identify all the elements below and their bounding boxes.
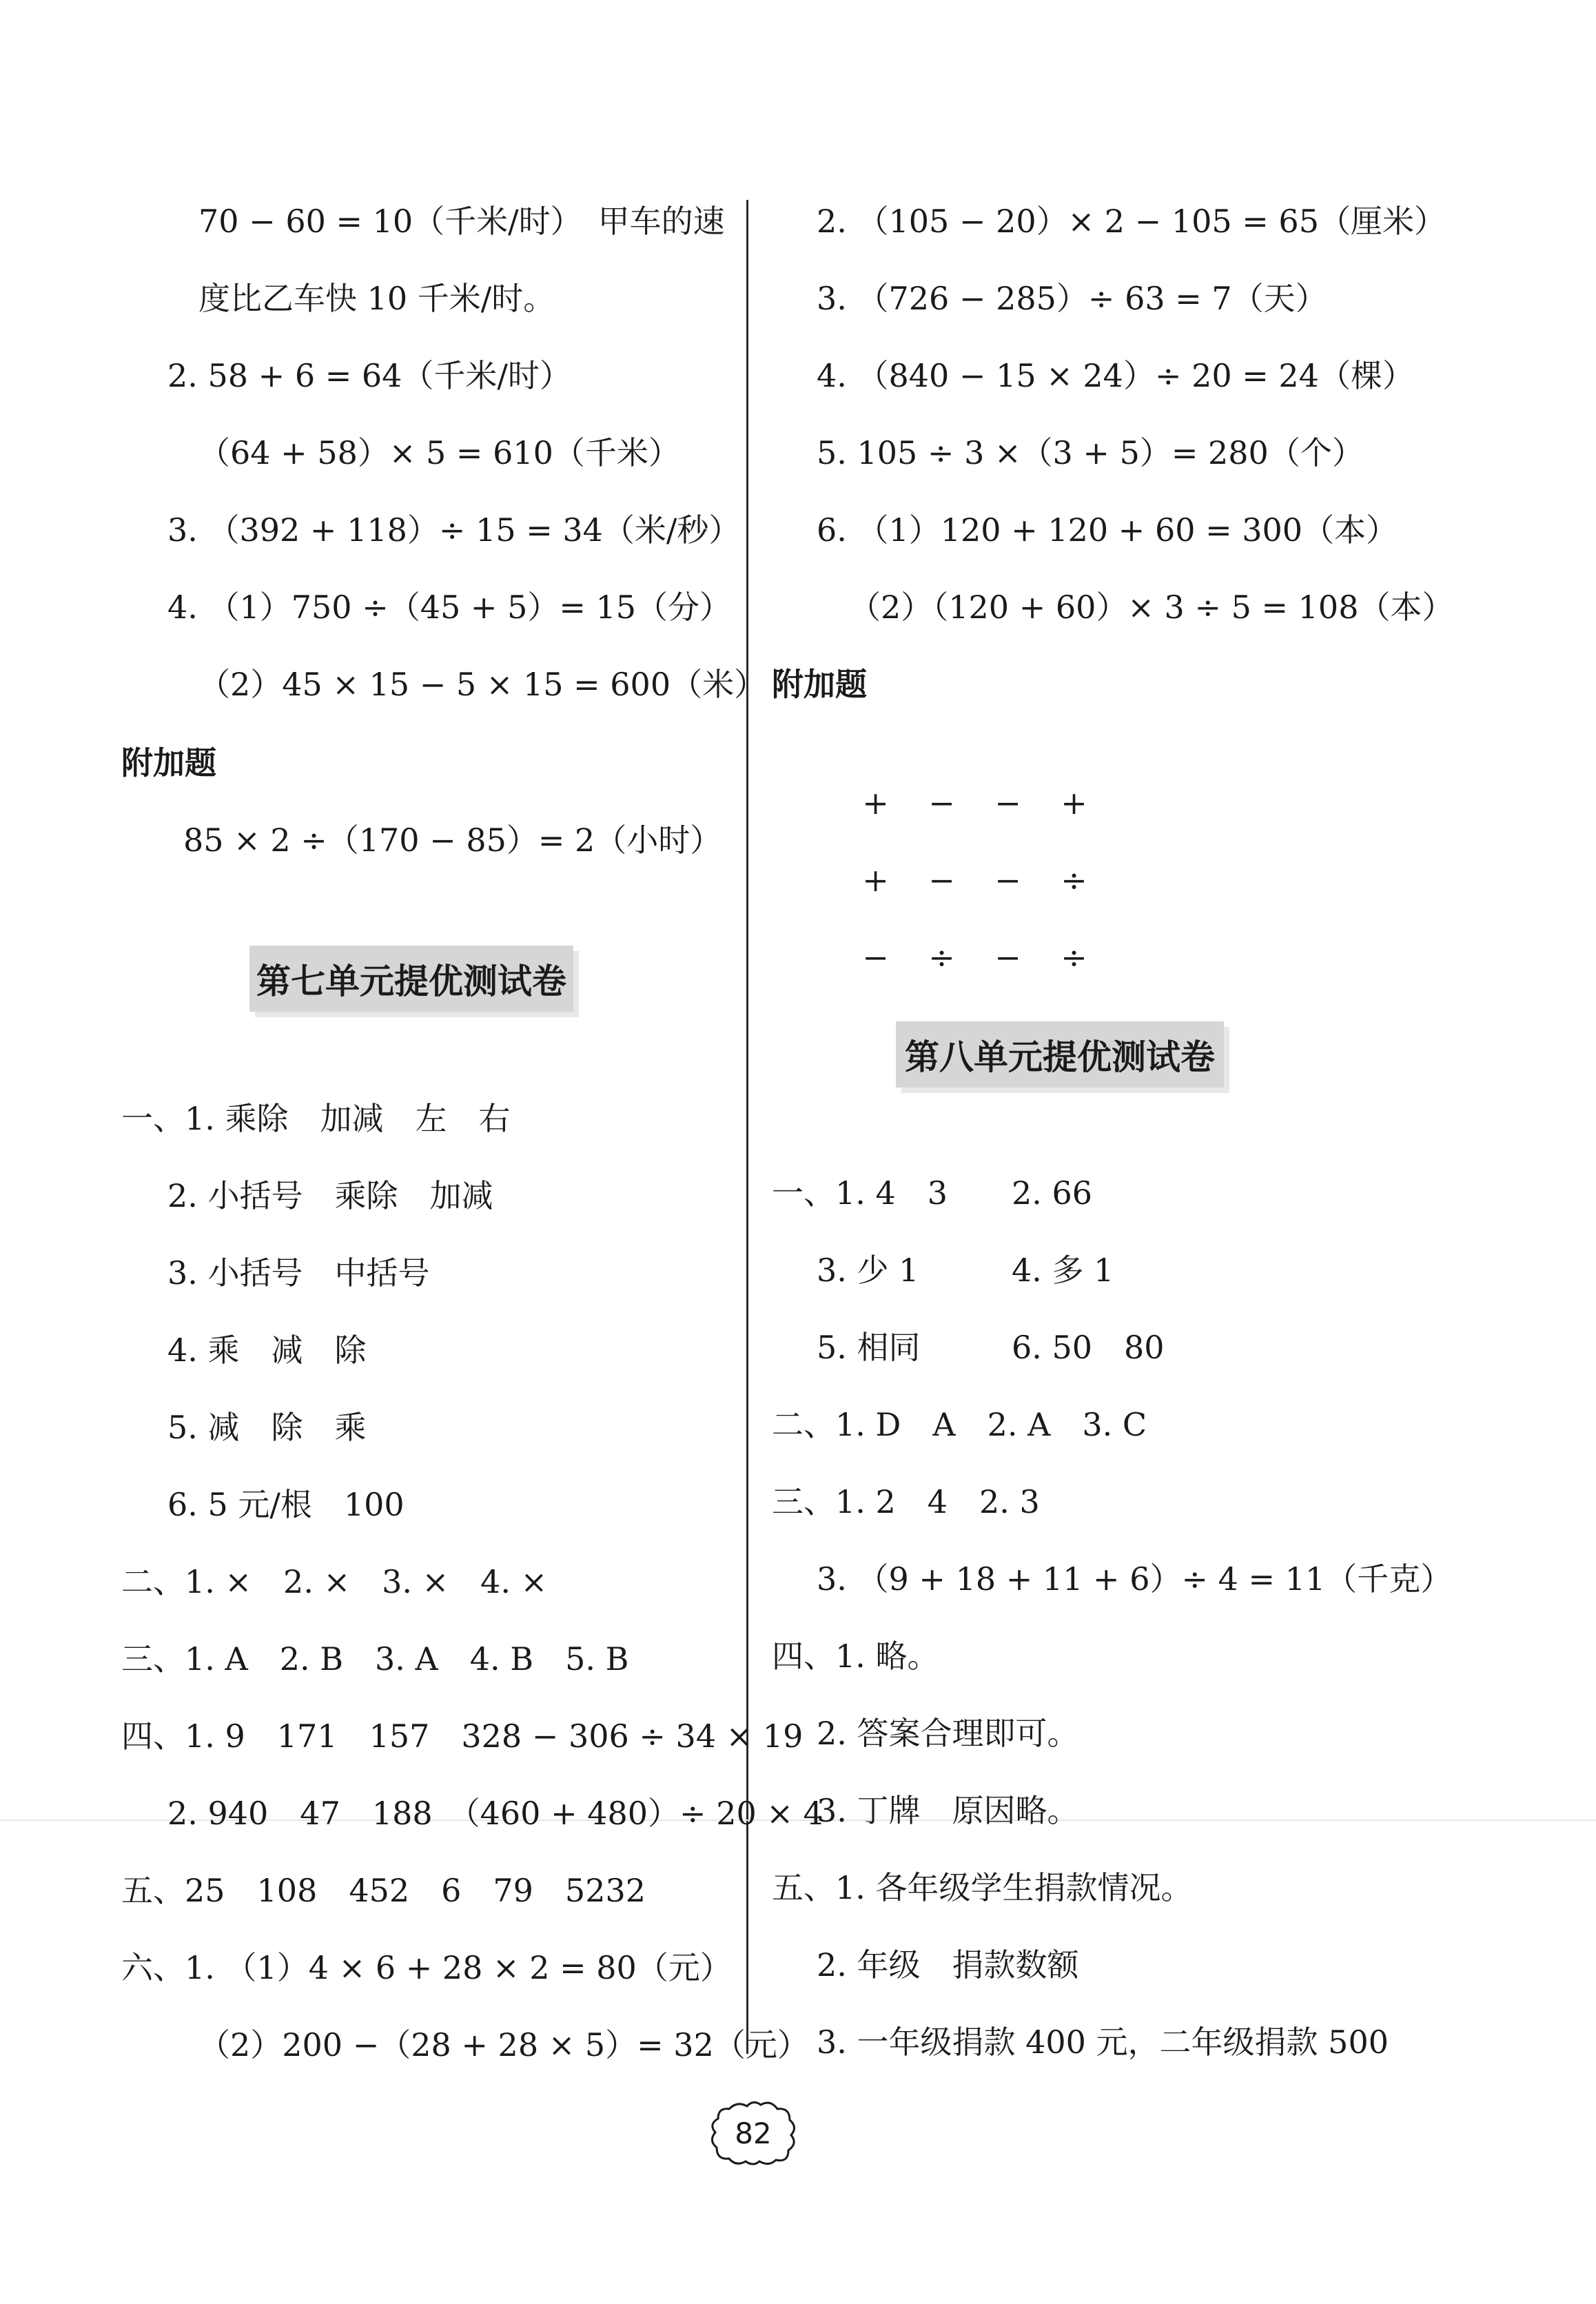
answer-line: 3. （392 + 118）÷ 15 = 34（米/秒） <box>167 511 741 549</box>
answer-line: 3. （9 + 18 + 11 + 6）÷ 4 = 11（千克） <box>817 1560 1453 1598</box>
answer-line: 4. （840 − 15 × 24）÷ 20 = 24（棵） <box>817 357 1414 394</box>
answer-line: 四、1. 略。 <box>772 1638 939 1675</box>
op-symbol: ÷ <box>1061 862 1087 899</box>
page-number-badge <box>708 2099 798 2167</box>
answer-line: 二、1. × 2. × 3. × 4. × <box>121 1563 548 1600</box>
answer-line: 2. 940 47 188 （460 + 480）÷ 20 × 4 <box>167 1795 823 1832</box>
answer-line: （2）45 × 15 − 5 × 15 = 600（米） <box>198 666 766 703</box>
bonus-ops-row <box>842 901 1127 976</box>
answer-line: 三、1. A 2. B 3. A 4. B 5. B <box>121 1640 629 1678</box>
op-symbol: − <box>994 862 1021 899</box>
answer-line: 二、1. D A 2. A 3. C <box>772 1406 1147 1443</box>
op-symbol: − <box>928 784 955 822</box>
op-symbol: ÷ <box>1061 939 1087 976</box>
answer-line: 2. 66 <box>1012 1174 1093 1212</box>
answer-line: 6. 5 元/根 100 <box>167 1486 405 1523</box>
page-number: 82 <box>735 2116 772 2150</box>
op-symbol: ÷ <box>928 939 955 976</box>
answer-line: 2. 年级 捐款数额 <box>817 1946 1079 1984</box>
answer-line: 2. 58 + 6 = 64（千米/时） <box>167 357 571 394</box>
answer-line: 4. 多 1 <box>1012 1252 1114 1289</box>
answer-line: 3. 一年级捐款 400 元，二年级捐款 500 <box>817 2023 1389 2061</box>
answer-line: 5. 减 除 乘 <box>167 1409 367 1446</box>
op-symbol: − <box>928 862 955 899</box>
answer-line: 5. 105 ÷ 3 ×（3 + 5）= 280（个） <box>817 434 1364 471</box>
answer-line: 2. （105 − 20）× 2 − 105 = 65（厘米） <box>817 203 1446 240</box>
answer-line: 2. 小括号 乘除 加减 <box>167 1177 493 1214</box>
answer-line: （2）（120 + 60）× 3 ÷ 5 = 108（本） <box>849 589 1454 626</box>
answer-line: 4. 乘 减 除 <box>167 1332 367 1369</box>
answer-line: （2）200 −（28 + 28 × 5）= 32（元） <box>198 2026 809 2063</box>
bonus-heading-right: 附加题 <box>772 666 867 703</box>
answer-line: 五、1. 各年级学生捐款情况。 <box>772 1869 1193 1906</box>
answer-line: 六、1. （1）4 × 6 + 28 × 2 = 80（元） <box>121 1949 732 1986</box>
answer-line: 四、1. 9 171 157 328 − 306 ÷ 34 × 19 <box>121 1717 804 1755</box>
op-symbol: − <box>994 939 1021 976</box>
answer-line: 5. 相同 <box>817 1329 921 1366</box>
op-symbol: − <box>862 939 889 976</box>
op-symbol: − <box>994 784 1021 822</box>
answer-line: 3. （726 − 285）÷ 63 = 7（天） <box>817 280 1327 317</box>
answer-line: 一、1. 4 3 <box>772 1174 948 1212</box>
answer-line: 五、25 108 452 6 79 5232 <box>121 1872 646 1909</box>
answer-line: （64 + 58）× 5 = 610（千米） <box>198 434 680 471</box>
answer-line: 度比乙车快 10 千米/时。 <box>198 280 555 317</box>
answer-line: 一、1. 乘除 加减 左 右 <box>121 1100 511 1137</box>
answer-line: 3. 丁牌 原因略。 <box>817 1792 1079 1829</box>
answer-line: 70 − 60 = 10（千米/时） 甲车的速 <box>198 203 725 240</box>
answer-line: 4. （1）750 ÷（45 + 5）= 15（分） <box>167 589 732 626</box>
answer-line: 3. 少 1 <box>817 1252 919 1289</box>
op-symbol: + <box>862 862 889 899</box>
bonus-ops-row <box>842 747 1127 822</box>
op-symbol: + <box>1061 784 1087 822</box>
bonus-heading-left: 附加题 <box>121 744 216 782</box>
answer-line: 6. （1）120 + 120 + 60 = 300（本） <box>817 511 1398 549</box>
answer-line: 三、1. 2 4 2. 3 <box>772 1483 1040 1520</box>
bonus-answer-left: 85 × 2 ÷（170 − 85）= 2（小时） <box>183 822 722 859</box>
column-divider <box>746 200 748 2054</box>
op-symbol: + <box>862 784 889 822</box>
answer-line: 3. 小括号 中括号 <box>167 1254 430 1292</box>
answer-line: 2. 答案合理即可。 <box>817 1715 1079 1752</box>
unit-title-eight: 第八单元提优测试卷 <box>896 1021 1224 1088</box>
unit-title-seven: 第七单元提优测试卷 <box>249 946 573 1012</box>
bonus-ops-row <box>842 824 1127 899</box>
answer-line: 6. 50 80 <box>1012 1329 1165 1366</box>
